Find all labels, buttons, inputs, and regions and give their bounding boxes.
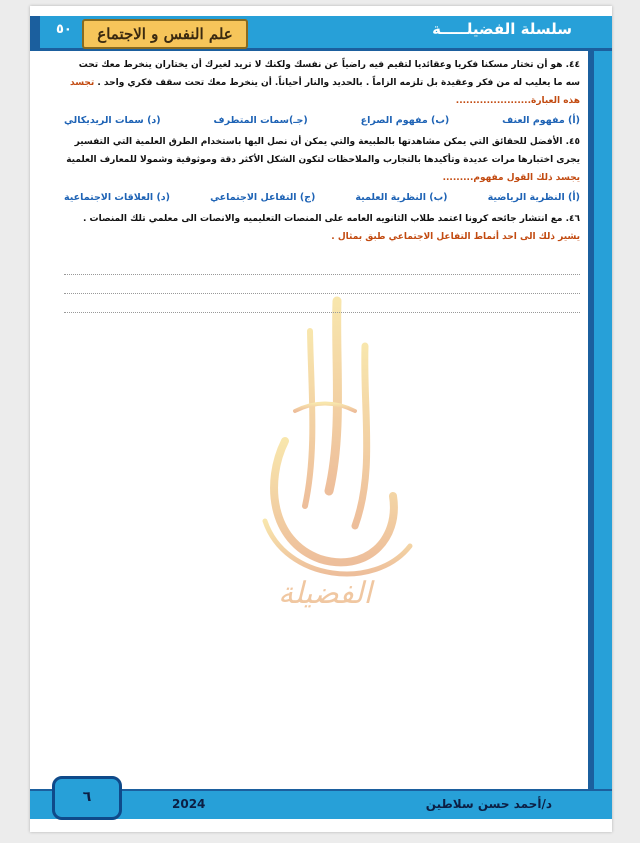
answer-line[interactable] xyxy=(64,275,580,294)
footer-year: 2024 xyxy=(172,797,206,811)
question-46-number: ٤٦. xyxy=(565,214,580,224)
header-bar xyxy=(30,16,612,51)
question-45-option-d[interactable]: (د) العلاقات الاجتماعية xyxy=(64,192,171,203)
answer-line[interactable] xyxy=(64,256,580,275)
question-44-option-b[interactable]: (ب) مفهوم الصراع xyxy=(360,115,450,126)
question-44-options xyxy=(64,112,580,130)
question-45-option-c[interactable]: (ج) التفاعل الاجتماعي xyxy=(210,192,316,203)
side-stripe xyxy=(588,51,612,789)
watermark-logo-icon xyxy=(225,291,425,611)
question-45-option-a[interactable]: (أ) النظرية الرياضية xyxy=(487,192,580,203)
question-45-option-b[interactable]: (ب) النظرية العلمية xyxy=(355,192,448,203)
footer-author: د/أحمد حسن سلاطين xyxy=(425,797,552,811)
page-number-badge: ٦ xyxy=(52,776,122,820)
question-45-text: الأفضل للحقائق التي يمكن مشاهدتها بالطبيعة والتي يمكن أن نصل اليها باستخدام الطرق العلمية التي التفسير يجرى اختبارها مرات عديدة وتأكيدها بالتجارب والملاحظات لتكون الشكل الأكثر دقة وموثوقية وشمولا للمعارف العلمية xyxy=(66,137,580,165)
series-title: سلسلة الفضيلـــــة xyxy=(432,20,572,38)
answer-line[interactable] xyxy=(64,294,580,313)
question-46 xyxy=(64,210,580,246)
question-44-option-a[interactable]: (أ) مفهوم العنف xyxy=(502,115,580,126)
watermark-text: الفضيلة xyxy=(278,576,372,611)
question-44-number: ٤٤. xyxy=(565,60,580,70)
question-44-text: هو أن تختار مسكنا فكريا وعقائديا لتقيم فيه راضياً عن نفسك ولكنك لا تريد لغيرك أن يختاران ينخرط معك تحت سه ما يعليب له من فكر وعقيدة بل تلزمه الزاماً . بالحديد والنار أحياناً. أن ينخرط معك تحت سقف فكري واحد . xyxy=(78,60,580,88)
question-44-highlight: تجسد هذه العبارة...................... xyxy=(70,78,580,106)
side-stripe-inner xyxy=(588,51,594,789)
document-page xyxy=(30,6,612,832)
question-44 xyxy=(64,56,580,110)
question-46-highlight: يشير ذلك الى احد أنماط التفاعل الاجتماعي طبق بمثال . xyxy=(331,232,580,242)
question-45-highlight: يجسد ذلك القول مفهوم......... xyxy=(442,173,580,183)
answer-area[interactable] xyxy=(64,256,580,313)
question-46-text: مع انتشار جائحه كرونا اعتمد طلاب الثانويه العامه على المنصات التعليميه والانصات الى معلمي تلك المنصات . xyxy=(83,214,563,224)
header-left-stripe xyxy=(30,16,40,51)
header-number: ٥٠ xyxy=(56,22,72,37)
question-44-option-c[interactable]: (جـ)سمات المتطرف xyxy=(213,115,308,126)
question-44-option-d[interactable]: (د) سمات الريديكالي xyxy=(64,115,161,126)
questions-section xyxy=(64,56,580,313)
question-45-number: ٤٥. xyxy=(565,137,580,147)
subject-label: علم النفس و الاجتماع xyxy=(82,19,248,49)
question-45 xyxy=(64,133,580,187)
question-45-options xyxy=(64,189,580,207)
